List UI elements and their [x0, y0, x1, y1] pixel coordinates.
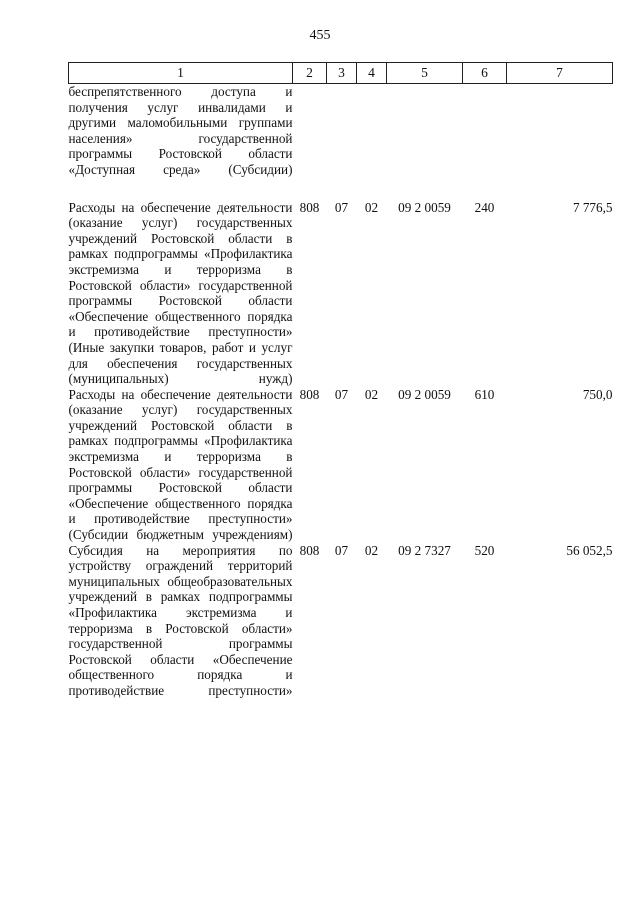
row-section-code — [327, 84, 357, 200]
row-description: беспрепятственного доступа и получения услуг инвалидами и другими маломобильными группами населения» государственной программы Ростовской области «Доступная среда» (Субсидии) — [68, 84, 293, 177]
row-ministry-code: 808 — [299, 542, 320, 558]
row-section-code: 07 — [334, 199, 349, 215]
row-target-article: 09 2 7327 — [398, 542, 451, 558]
row-description: Расходы на обеспечение деятельности (оказание услуг) государственных учреждений Ростовской области в рамках подпрограммы «Профилактика экстремизма и терроризма в Ростовской области» государственной программы Ростовской области «Обеспечение общественного порядка и противодействие преступности» (Иные закупки товаров, работ и услуг для обеспечения государственных (муниципальных) нужд) — [68, 199, 293, 387]
header-col-2: 2 — [293, 63, 327, 84]
row-ministry-code: 808 — [299, 386, 320, 402]
page-number: 455 — [309, 28, 331, 43]
row-amount: 750,0 — [582, 386, 613, 402]
row-amount: 56 052,5 — [566, 542, 613, 558]
row-section-code: 07 — [334, 542, 349, 558]
row-target-article — [387, 84, 463, 200]
row-subsection-code — [357, 84, 387, 200]
row-subsection-code: 02 — [364, 199, 379, 215]
header-col-6: 6 — [463, 63, 507, 84]
table-row — [69, 387, 613, 543]
row-description: Расходы на обеспечение деятельности (оказание услуг) государственных учреждений Ростовской области в рамках подпрограммы «Профилактика экстремизма и терроризма в Ростовской области» государственной программы Ростовской области «Обеспечение общественного порядка и противодействие преступности» (Субсидии бюджетным учреждениям) — [68, 386, 293, 543]
header-col-4: 4 — [357, 63, 387, 84]
row-target-article: 09 2 0059 — [398, 386, 451, 402]
row-target-article: 09 2 0059 — [398, 199, 451, 215]
table-row — [69, 543, 613, 699]
header-col-1: 1 — [69, 63, 293, 84]
row-amount — [507, 84, 613, 200]
header-col-7: 7 — [507, 63, 613, 84]
row-section-code: 07 — [334, 386, 349, 402]
row-description: Субсидия на мероприятия по устройству ограждений территорий муниципальных общеобразовательных учреждений в рамках подпрограммы «Профилактика экстремизма и терроризма в Ростовской области» государственной программы Ростовской области «Обеспечение общественного порядка и противодействие преступности» — [68, 542, 293, 698]
row-amount: 7 776,5 — [572, 199, 613, 215]
table-row — [69, 200, 613, 387]
row-ministry-code: 808 — [299, 199, 320, 215]
table-row — [69, 84, 613, 200]
row-subsection-code: 02 — [364, 542, 379, 558]
row-subsection-code: 02 — [364, 386, 379, 402]
row-ministry-code — [293, 84, 327, 200]
column-number-header — [69, 63, 613, 84]
row-expense-type: 240 — [474, 199, 495, 215]
row-expense-type — [463, 84, 507, 200]
budget-table — [68, 62, 613, 699]
row-expense-type: 610 — [474, 386, 495, 402]
header-col-5: 5 — [387, 63, 463, 84]
header-col-3: 3 — [327, 63, 357, 84]
row-expense-type: 520 — [474, 542, 495, 558]
